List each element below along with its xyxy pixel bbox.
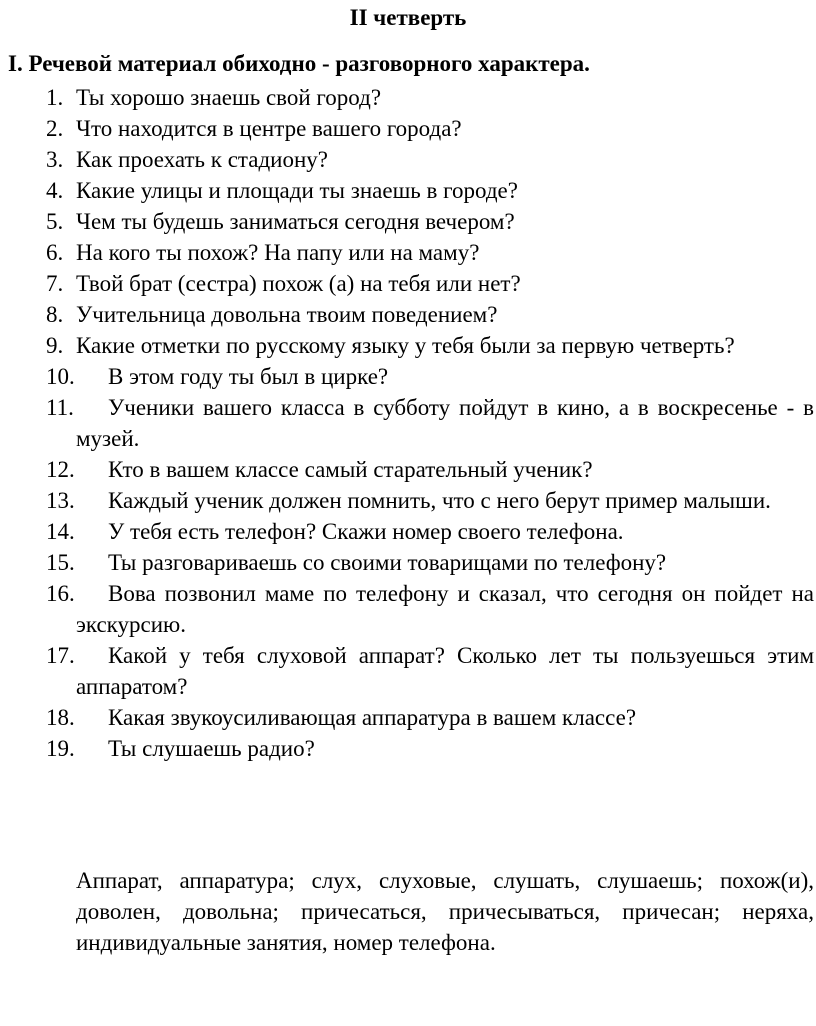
- item-text: Ученики вашего класса в субботу пойдут в кино, а в воскресенье - в музей.: [76, 395, 814, 451]
- item-text: Учительница довольна твоим поведением?: [76, 302, 498, 327]
- item-number: 10.: [46, 364, 75, 389]
- item-number: 15.: [46, 550, 75, 575]
- list-item: [0, 82, 816, 113]
- list-item: [0, 361, 816, 392]
- list-item: [0, 702, 816, 733]
- item-number: 4.: [46, 178, 64, 203]
- list-item: [0, 485, 816, 516]
- list-item: [0, 578, 816, 640]
- item-number: 1.: [46, 85, 64, 110]
- list-item: [0, 330, 816, 361]
- item-text: Кто в вашем классе самый старательный ученик?: [108, 457, 593, 482]
- section-heading: I. Речевой материал обиходно - разговорного характера.: [8, 51, 590, 76]
- item-text: Каждый ученик должен помнить, что с него берут пример малыши.: [108, 488, 771, 513]
- item-number: 5.: [46, 209, 64, 234]
- list-item: [0, 547, 816, 578]
- item-text: На кого ты похож? На папу или на маму?: [76, 240, 480, 265]
- list-item: [0, 392, 816, 454]
- list-item: [0, 144, 816, 175]
- list-item: [0, 237, 816, 268]
- item-number: 17.: [46, 643, 75, 668]
- item-number: 7.: [46, 271, 64, 296]
- list-item: [0, 640, 816, 702]
- item-number: 8.: [46, 302, 64, 327]
- item-number: 16.: [46, 581, 75, 606]
- item-number: 13.: [46, 488, 75, 513]
- item-text: Какие улицы и площади ты знаешь в городе?: [76, 178, 518, 203]
- item-text: Ты слушаешь радио?: [108, 736, 315, 761]
- vocabulary-paragraph: Аппарат, аппаратура; слух, слуховые, слушать, слушаешь; похож(и), доволен, довольна; причесаться, причесываться, причесан; неряха, индивидуальные занятия, номер телефона.: [76, 868, 814, 955]
- list-item: [0, 516, 816, 547]
- list-item: [0, 454, 816, 485]
- item-text: Какой у тебя слуховой аппарат? Сколько лет ты пользуешься этим аппаратом?: [76, 643, 814, 699]
- list-item: [0, 206, 816, 237]
- page-title: II четверть: [349, 5, 467, 30]
- item-text: Твой брат (сестра) похож (а) на тебя или нет?: [76, 271, 521, 296]
- item-number: 19.: [46, 736, 75, 761]
- item-text: Какие отметки по русскому языку у тебя были за первую четверть?: [76, 333, 735, 358]
- item-number: 11.: [46, 395, 74, 420]
- question-list: [0, 82, 816, 764]
- item-text: Чем ты будешь заниматься сегодня вечером?: [76, 209, 515, 234]
- item-text: Ты хорошо знаешь свой город?: [76, 85, 382, 110]
- item-text: Что находится в центре вашего города?: [76, 116, 462, 141]
- item-number: 12.: [46, 457, 75, 482]
- item-number: 6.: [46, 240, 64, 265]
- item-number: 9.: [46, 333, 64, 358]
- item-text: Как проехать к стадиону?: [76, 147, 328, 172]
- item-text: У тебя есть телефон? Скажи номер своего телефона.: [108, 519, 624, 544]
- item-number: 14.: [46, 519, 75, 544]
- item-text: Вова позвонил маме по телефону и сказал, что сегодня он пойдет на экскурсию.: [76, 581, 814, 637]
- item-number: 3.: [46, 147, 64, 172]
- list-item: [0, 299, 816, 330]
- item-text: Ты разговариваешь со своими товарищами по телефону?: [108, 550, 667, 575]
- item-text: Какая звукоусиливающая аппаратура в вашем классе?: [108, 705, 637, 730]
- item-number: 18.: [46, 705, 75, 730]
- list-item: [0, 733, 816, 764]
- item-text: В этом году ты был в цирке?: [108, 364, 389, 389]
- item-number: 2.: [46, 116, 64, 141]
- list-item: [0, 175, 816, 206]
- list-item: [0, 113, 816, 144]
- list-item: [0, 268, 816, 299]
